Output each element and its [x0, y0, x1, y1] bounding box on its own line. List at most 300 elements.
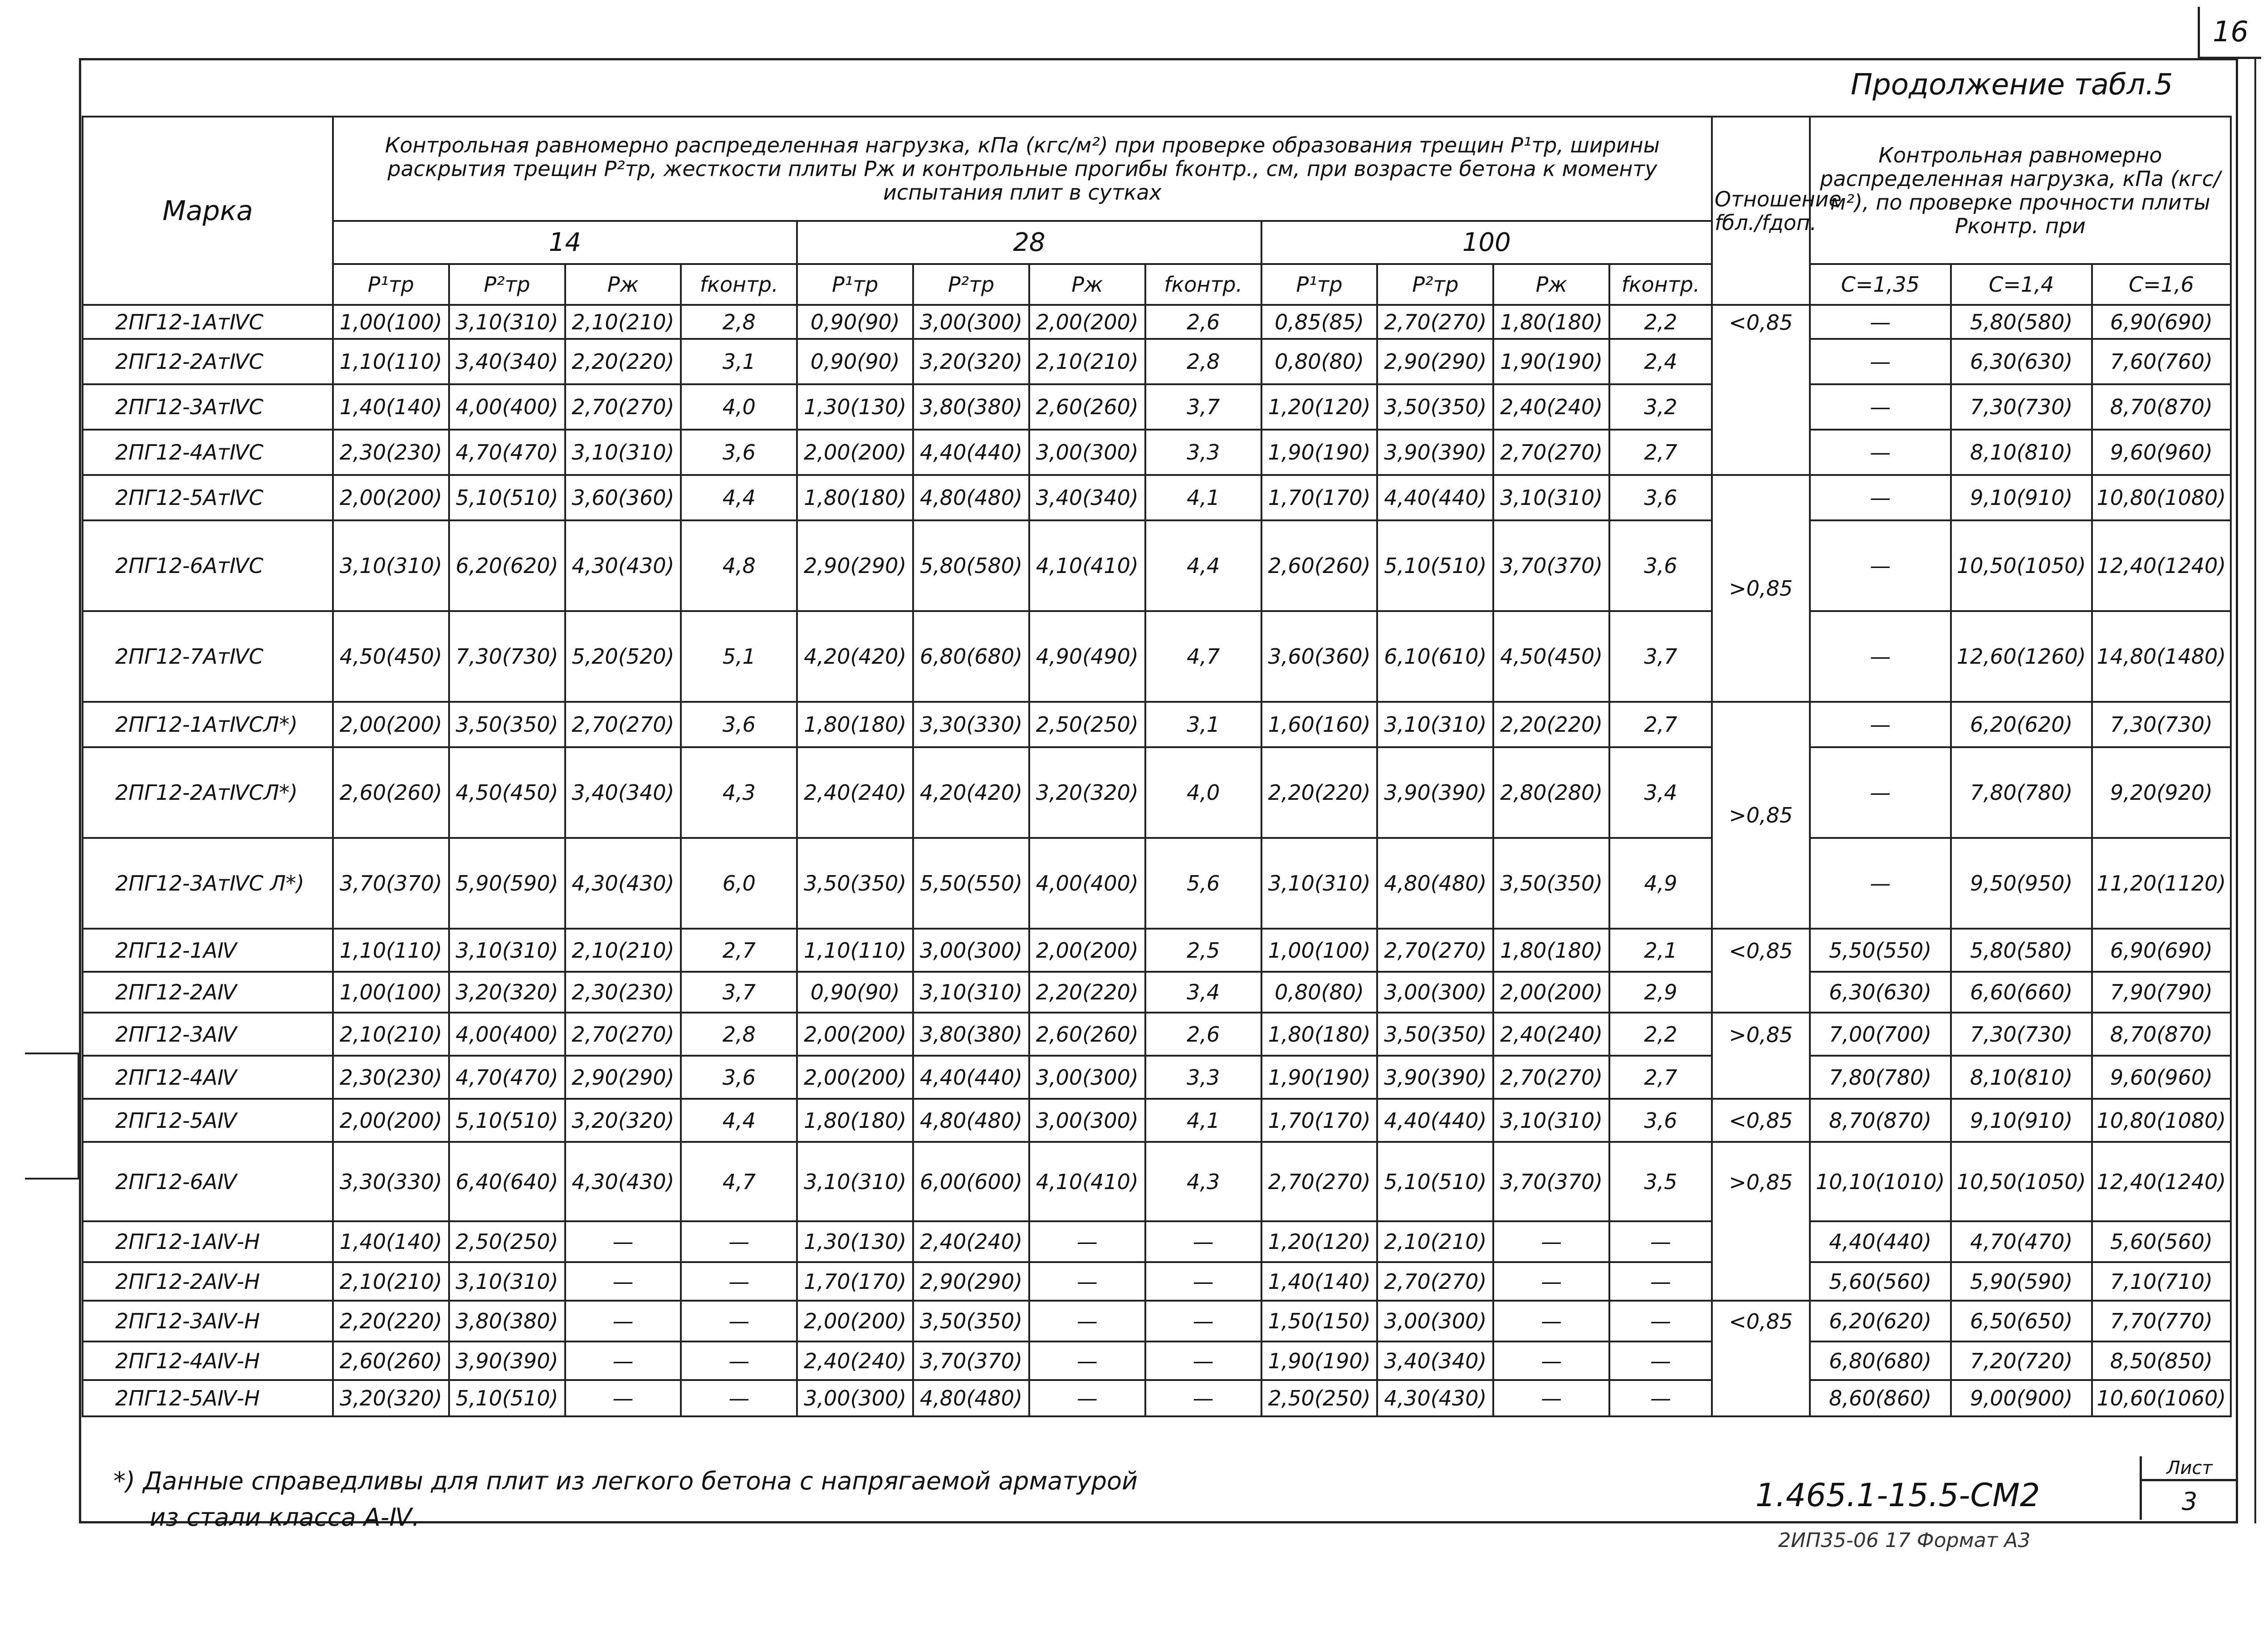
value-cell: 2,70(270)	[565, 702, 681, 747]
strength-cell: 14,80(1480)	[2092, 611, 2231, 702]
value-cell: 3,40(340)	[1377, 1341, 1493, 1380]
strength-cell: 6,30(630)	[1951, 339, 2092, 384]
strength-cell: —	[1810, 305, 1951, 339]
value-cell: 1,00(100)	[333, 305, 449, 339]
value-cell: 3,5	[1609, 1142, 1712, 1221]
table-row	[83, 838, 2231, 929]
value-cell: 6,40(640)	[449, 1142, 565, 1221]
table-row	[83, 611, 2231, 702]
strength-cell: 11,20(1120)	[2092, 838, 2231, 929]
value-cell: 3,10(310)	[1377, 702, 1493, 747]
value-cell: —	[1609, 1380, 1712, 1416]
value-cell: 2,40(240)	[913, 1221, 1029, 1262]
value-cell: 2,00(200)	[1029, 929, 1145, 972]
value-cell: 2,00(200)	[333, 702, 449, 747]
value-cell: 2,20(220)	[1029, 972, 1145, 1013]
table-row	[83, 520, 2231, 611]
strength-cell: 9,60(960)	[2092, 1056, 2231, 1099]
strength-cell: —	[1810, 747, 1951, 838]
value-cell: 1,10(110)	[333, 929, 449, 972]
strength-cell: —	[1810, 702, 1951, 747]
strength-cell: 7,80(780)	[1951, 747, 2092, 838]
value-cell: —	[1609, 1341, 1712, 1380]
strength-cell: —	[1810, 838, 1951, 929]
strength-cell: —	[1810, 384, 1951, 430]
table-row	[83, 1262, 2231, 1301]
value-cell: 3,80(380)	[913, 384, 1029, 430]
value-cell: 3,10(310)	[449, 305, 565, 339]
header-pzh-28: Pж	[1029, 264, 1145, 305]
table-row	[83, 384, 2231, 430]
value-cell: 2,2	[1609, 1013, 1712, 1056]
value-cell: 2,10(210)	[1029, 339, 1145, 384]
value-cell: 3,6	[681, 430, 797, 475]
value-cell: 3,40(340)	[449, 339, 565, 384]
mark-cell: 2ПГ12-4АтⅣС	[83, 430, 333, 475]
value-cell: 2,7	[681, 929, 797, 972]
value-cell: 3,70(370)	[1493, 520, 1609, 611]
value-cell: 4,30(430)	[1377, 1380, 1493, 1416]
value-cell: 3,40(340)	[565, 747, 681, 838]
value-cell: 3,6	[681, 702, 797, 747]
strength-cell: 6,50(650)	[1951, 1301, 2092, 1341]
value-cell: 4,7	[681, 1142, 797, 1221]
value-cell: 0,80(80)	[1261, 972, 1378, 1013]
strength-cell: 8,70(870)	[2092, 384, 2231, 430]
value-cell: 1,20(120)	[1261, 384, 1378, 430]
value-cell: 3,00(300)	[1377, 1301, 1493, 1341]
value-cell: 3,1	[1145, 702, 1261, 747]
value-cell: 3,00(300)	[1029, 430, 1145, 475]
value-cell: —	[1145, 1341, 1261, 1380]
mark-cell: 2ПГ12-2АтⅣСЛ*)	[83, 747, 333, 838]
value-cell: 6,80(680)	[913, 611, 1029, 702]
value-cell: 3,50(350)	[797, 838, 913, 929]
value-cell: 2,60(260)	[1261, 520, 1378, 611]
value-cell: 6,10(610)	[1377, 611, 1493, 702]
header-f-100: fконтр.	[1609, 264, 1712, 305]
value-cell: 5,1	[681, 611, 797, 702]
strength-cell: 5,80(580)	[1951, 929, 2092, 972]
value-cell: 1,40(140)	[1261, 1262, 1378, 1301]
header-ratio: Отношение fбл./fдоп.	[1712, 117, 1810, 305]
value-cell: 4,70(470)	[449, 430, 565, 475]
ratio-cell: >0,85	[1712, 1142, 1810, 1221]
strength-cell: —	[1810, 430, 1951, 475]
strength-cell: 5,80(580)	[1951, 305, 2092, 339]
sheet-stamp-label: Лист	[2142, 1456, 2237, 1481]
value-cell: 2,70(270)	[1377, 305, 1493, 339]
value-cell: 3,20(320)	[565, 1099, 681, 1142]
value-cell: 4,30(430)	[565, 1142, 681, 1221]
value-cell: 5,50(550)	[913, 838, 1029, 929]
strength-cell: 10,80(1080)	[2092, 1099, 2231, 1142]
value-cell: 4,40(440)	[1377, 475, 1493, 520]
value-cell: —	[1029, 1380, 1145, 1416]
value-cell: 2,10(210)	[565, 929, 681, 972]
value-cell: 3,50(350)	[1377, 384, 1493, 430]
strength-cell: 9,60(960)	[2092, 430, 2231, 475]
value-cell: 4,1	[1145, 475, 1261, 520]
mark-cell: 2ПГ12-2АⅣ-Н	[83, 1262, 333, 1301]
value-cell: 3,80(380)	[913, 1013, 1029, 1056]
value-cell: 3,90(390)	[1377, 747, 1493, 838]
value-cell: 2,7	[1609, 430, 1712, 475]
table-row	[83, 339, 2231, 384]
header-p2-100: P²тр	[1377, 264, 1493, 305]
ratio-cell	[1712, 972, 1810, 1013]
value-cell: 3,00(300)	[1029, 1056, 1145, 1099]
mark-cell: 2ПГ12-4АⅣ	[83, 1056, 333, 1099]
strength-cell: 8,10(810)	[1951, 1056, 2092, 1099]
value-cell: 4,10(410)	[1029, 1142, 1145, 1221]
value-cell: 4,3	[681, 747, 797, 838]
value-cell: 2,9	[1609, 972, 1712, 1013]
value-cell: 2,10(210)	[333, 1013, 449, 1056]
value-cell: 3,50(350)	[913, 1301, 1029, 1341]
strength-cell: —	[1810, 611, 1951, 702]
value-cell: 1,70(170)	[1261, 475, 1378, 520]
mark-cell: 2ПГ12-6АⅣ	[83, 1142, 333, 1221]
strength-cell: —	[1810, 520, 1951, 611]
header-main-group: Контрольная равномерно распределенная нагрузка, кПа (кгс/м²) при проверке образования трещин P¹тр, ширины раскрытия трещин P²тр, жесткости плиты Pж и контрольные прогибы fконтр., см, при возрасте бетона к моменту испытания плит в сутках	[333, 117, 1712, 221]
value-cell: 3,30(330)	[913, 702, 1029, 747]
value-cell: 4,20(420)	[797, 611, 913, 702]
value-cell: 3,10(310)	[565, 430, 681, 475]
value-cell: 6,20(620)	[449, 520, 565, 611]
value-cell: 3,50(350)	[1377, 1013, 1493, 1056]
value-cell: 3,90(390)	[1377, 430, 1493, 475]
header-c-14: C=1,4	[1951, 264, 2092, 305]
table-row	[83, 702, 2231, 747]
value-cell: 3,30(330)	[333, 1142, 449, 1221]
value-cell: 1,50(150)	[1261, 1301, 1378, 1341]
header-p1-14: P¹тр	[333, 264, 449, 305]
strength-cell: 8,50(850)	[2092, 1341, 2231, 1380]
value-cell: 4,00(400)	[1029, 838, 1145, 929]
left-margin-stamp	[25, 1053, 79, 1180]
mark-cell: 2ПГ12-6АтⅣС	[83, 520, 333, 611]
mark-cell: 2ПГ12-2АтⅣС	[83, 339, 333, 384]
header-p2-14: P²тр	[449, 264, 565, 305]
strength-cell: 7,80(780)	[1810, 1056, 1951, 1099]
value-cell: 3,40(340)	[1029, 475, 1145, 520]
mark-cell: 2ПГ12-5АтⅣС	[83, 475, 333, 520]
value-cell: 3,3	[1145, 1056, 1261, 1099]
value-cell: 5,20(520)	[565, 611, 681, 702]
value-cell: 4,80(480)	[913, 475, 1029, 520]
ratio-cell: <0,85	[1712, 1301, 1810, 1341]
value-cell: 3,00(300)	[1377, 972, 1493, 1013]
value-cell: —	[681, 1262, 797, 1301]
strength-cell: 9,10(910)	[1951, 475, 2092, 520]
value-cell: 3,4	[1145, 972, 1261, 1013]
value-cell: 2,60(260)	[333, 1341, 449, 1380]
bottom-format-text: 2ИП35-06 17 Формат А3	[1778, 1529, 2031, 1552]
value-cell: 3,4	[1609, 747, 1712, 838]
value-cell: 1,80(180)	[1493, 929, 1609, 972]
value-cell: 4,50(450)	[449, 747, 565, 838]
header-age-100: 100	[1261, 221, 1712, 264]
value-cell: 5,10(510)	[1377, 1142, 1493, 1221]
value-cell: 1,70(170)	[797, 1262, 913, 1301]
strength-cell: 10,60(1060)	[2092, 1380, 2231, 1416]
value-cell: 4,10(410)	[1029, 520, 1145, 611]
value-cell: 2,20(220)	[1493, 702, 1609, 747]
value-cell: 2,10(210)	[333, 1262, 449, 1301]
header-p1-100: P¹тр	[1261, 264, 1378, 305]
strength-cell: 9,20(920)	[2092, 747, 2231, 838]
value-cell: 0,90(90)	[797, 339, 913, 384]
value-cell: 2,70(270)	[565, 1013, 681, 1056]
value-cell: 4,40(440)	[913, 430, 1029, 475]
strength-cell: 12,60(1260)	[1951, 611, 2092, 702]
value-cell: 2,00(200)	[1493, 972, 1609, 1013]
header-f-14: fконтр.	[681, 264, 797, 305]
value-cell: 1,90(190)	[1261, 430, 1378, 475]
value-cell: 4,80(480)	[913, 1380, 1029, 1416]
value-cell: 3,20(320)	[1029, 747, 1145, 838]
strength-cell: 7,90(790)	[2092, 972, 2231, 1013]
value-cell: 4,0	[681, 384, 797, 430]
strength-cell: 7,30(730)	[2092, 702, 2231, 747]
mark-cell: 2ПГ12-1АтⅣС	[83, 305, 333, 339]
strength-cell: 8,60(860)	[1810, 1380, 1951, 1416]
mark-cell: 2ПГ12-3АтⅣС	[83, 384, 333, 430]
value-cell: —	[565, 1221, 681, 1262]
value-cell: 1,20(120)	[1261, 1221, 1378, 1262]
value-cell: 1,60(160)	[1261, 702, 1378, 747]
value-cell: 2,70(270)	[1493, 430, 1609, 475]
document-code: 1.465.1-15.5-СМ2	[1755, 1477, 2040, 1514]
value-cell: 2,80(280)	[1493, 747, 1609, 838]
header-p2-28: P²тр	[913, 264, 1029, 305]
value-cell: 2,70(270)	[1377, 1262, 1493, 1301]
table-row	[83, 305, 2231, 339]
strength-cell: 6,90(690)	[2092, 929, 2231, 972]
right-margin-rule	[2238, 58, 2256, 1523]
value-cell: 3,00(300)	[1029, 1099, 1145, 1142]
value-cell: 0,85(85)	[1261, 305, 1378, 339]
value-cell: 1,80(180)	[797, 475, 913, 520]
mark-cell: 2ПГ12-3АⅣ-Н	[83, 1301, 333, 1341]
value-cell: 2,40(240)	[1493, 384, 1609, 430]
value-cell: 4,30(430)	[565, 520, 681, 611]
ratio-cell: <0,85	[1712, 929, 1810, 972]
value-cell: 2,90(290)	[565, 1056, 681, 1099]
value-cell: 0,90(90)	[797, 305, 913, 339]
value-cell: 2,30(230)	[333, 1056, 449, 1099]
value-cell: 2,2	[1609, 305, 1712, 339]
value-cell: 4,8	[681, 520, 797, 611]
value-cell: 4,7	[1145, 611, 1261, 702]
value-cell: 1,40(140)	[333, 384, 449, 430]
strength-cell: 9,10(910)	[1951, 1099, 2092, 1142]
continuation-title: Продолжение табл.5	[1851, 68, 2173, 102]
strength-cell: 7,10(710)	[2092, 1262, 2231, 1301]
value-cell: 2,50(250)	[1029, 702, 1145, 747]
value-cell: 4,80(480)	[913, 1099, 1029, 1142]
value-cell: —	[681, 1301, 797, 1341]
value-cell: 3,10(310)	[913, 972, 1029, 1013]
mark-cell: 2ПГ12-2АⅣ	[83, 972, 333, 1013]
value-cell: 3,6	[1609, 520, 1712, 611]
value-cell: 6,00(600)	[913, 1142, 1029, 1221]
strength-cell: 6,80(680)	[1810, 1341, 1951, 1380]
strength-cell: 8,70(870)	[1810, 1099, 1951, 1142]
value-cell: 3,00(300)	[913, 305, 1029, 339]
value-cell: 5,6	[1145, 838, 1261, 929]
value-cell: 1,80(180)	[797, 1099, 913, 1142]
footnote	[113, 1463, 1138, 1536]
value-cell: —	[565, 1301, 681, 1341]
value-cell: 1,80(180)	[797, 702, 913, 747]
strength-cell: 12,40(1240)	[2092, 1142, 2231, 1221]
ratio-cell: >0,85	[1712, 702, 1810, 929]
value-cell: 2,70(270)	[1493, 1056, 1609, 1099]
value-cell: 2,30(230)	[333, 430, 449, 475]
value-cell: —	[1609, 1301, 1712, 1341]
value-cell: 2,00(200)	[797, 1301, 913, 1341]
value-cell: 2,50(250)	[449, 1221, 565, 1262]
value-cell: 2,10(210)	[565, 305, 681, 339]
value-cell: 3,50(350)	[449, 702, 565, 747]
loads-table	[82, 116, 2232, 1417]
value-cell: 2,40(240)	[797, 1341, 913, 1380]
value-cell: —	[1145, 1301, 1261, 1341]
value-cell: 4,1	[1145, 1099, 1261, 1142]
strength-cell: 7,70(770)	[2092, 1301, 2231, 1341]
value-cell: 3,2	[1609, 384, 1712, 430]
mark-cell: 2ПГ12-1АтⅣСЛ*)	[83, 702, 333, 747]
value-cell: 3,10(310)	[333, 520, 449, 611]
value-cell: 3,90(390)	[1377, 1056, 1493, 1099]
value-cell: 1,90(190)	[1261, 1341, 1378, 1380]
value-cell: 2,90(290)	[913, 1262, 1029, 1301]
strength-cell: —	[1810, 475, 1951, 520]
value-cell: 4,00(400)	[449, 384, 565, 430]
table-row	[83, 1056, 2231, 1099]
value-cell: 1,00(100)	[1261, 929, 1378, 972]
value-cell: 1,00(100)	[333, 972, 449, 1013]
value-cell: 1,40(140)	[333, 1221, 449, 1262]
value-cell: 4,20(420)	[913, 747, 1029, 838]
value-cell: 2,60(260)	[1029, 384, 1145, 430]
ratio-cell	[1712, 1056, 1810, 1099]
strength-cell: 7,00(700)	[1810, 1013, 1951, 1056]
value-cell: 1,30(130)	[797, 1221, 913, 1262]
value-cell: 2,40(240)	[1493, 1013, 1609, 1056]
value-cell: —	[1145, 1380, 1261, 1416]
value-cell: 1,70(170)	[1261, 1099, 1378, 1142]
value-cell: 2,20(220)	[333, 1301, 449, 1341]
value-cell: 4,30(430)	[565, 838, 681, 929]
value-cell: 2,00(200)	[797, 430, 913, 475]
mark-cell: 2ПГ12-5АⅣ-Н	[83, 1380, 333, 1416]
value-cell: 2,90(290)	[1377, 339, 1493, 384]
value-cell: 4,00(400)	[449, 1013, 565, 1056]
value-cell: 4,3	[1145, 1142, 1261, 1221]
table-row	[83, 747, 2231, 838]
value-cell: 2,8	[681, 1013, 797, 1056]
value-cell: 2,90(290)	[797, 520, 913, 611]
value-cell: 4,9	[1609, 838, 1712, 929]
value-cell: 3,6	[1609, 475, 1712, 520]
header-age-28: 28	[797, 221, 1261, 264]
value-cell: 2,40(240)	[797, 747, 913, 838]
value-cell: 2,60(260)	[333, 747, 449, 838]
strength-cell: 7,30(730)	[1951, 1013, 2092, 1056]
value-cell: 3,20(320)	[449, 972, 565, 1013]
value-cell: 2,10(210)	[1377, 1221, 1493, 1262]
strength-cell: 10,10(1010)	[1810, 1142, 1951, 1221]
value-cell: 0,90(90)	[797, 972, 913, 1013]
value-cell: 3,10(310)	[1261, 838, 1378, 929]
value-cell: 2,60(260)	[1029, 1013, 1145, 1056]
value-cell: 2,7	[1609, 1056, 1712, 1099]
table-row	[83, 1013, 2231, 1056]
value-cell: —	[1145, 1262, 1261, 1301]
sheet-stamp	[2140, 1456, 2237, 1520]
value-cell: —	[565, 1262, 681, 1301]
value-cell: 6,0	[681, 838, 797, 929]
value-cell: —	[1609, 1221, 1712, 1262]
value-cell: 3,80(380)	[449, 1301, 565, 1341]
mark-cell: 2ПГ12-7АтⅣС	[83, 611, 333, 702]
strength-cell: 5,90(590)	[1951, 1262, 2092, 1301]
value-cell: 2,50(250)	[1261, 1380, 1378, 1416]
value-cell: 3,70(370)	[1493, 1142, 1609, 1221]
ratio-cell	[1712, 1221, 1810, 1301]
strength-cell: 6,20(620)	[1810, 1301, 1951, 1341]
value-cell: 3,10(310)	[1493, 1099, 1609, 1142]
value-cell: 3,60(360)	[1261, 611, 1378, 702]
strength-cell: 5,60(560)	[2092, 1221, 2231, 1262]
value-cell: —	[1145, 1221, 1261, 1262]
header-pzh-100: Pж	[1493, 264, 1609, 305]
value-cell: 5,10(510)	[449, 475, 565, 520]
value-cell: —	[565, 1341, 681, 1380]
value-cell: —	[681, 1221, 797, 1262]
strength-cell: 7,30(730)	[1951, 384, 2092, 430]
value-cell: 5,10(510)	[1377, 520, 1493, 611]
ratio-cell: <0,85	[1712, 1099, 1810, 1142]
table-row	[83, 929, 2231, 972]
mark-cell: 2ПГ12-4АⅣ-Н	[83, 1341, 333, 1380]
value-cell: 2,20(220)	[565, 339, 681, 384]
value-cell: 2,20(220)	[1261, 747, 1378, 838]
header-age-14: 14	[333, 221, 797, 264]
value-cell: 3,3	[1145, 430, 1261, 475]
value-cell: 4,4	[681, 1099, 797, 1142]
value-cell: 2,70(270)	[1377, 929, 1493, 972]
value-cell: 2,70(270)	[565, 384, 681, 430]
value-cell: —	[1029, 1221, 1145, 1262]
strength-cell: 5,50(550)	[1810, 929, 1951, 972]
value-cell: 3,6	[681, 1056, 797, 1099]
value-cell: 2,00(200)	[333, 475, 449, 520]
value-cell: 3,10(310)	[449, 929, 565, 972]
value-cell: 4,4	[1145, 520, 1261, 611]
value-cell: 2,30(230)	[565, 972, 681, 1013]
value-cell: —	[1493, 1221, 1609, 1262]
value-cell: 0,80(80)	[1261, 339, 1378, 384]
value-cell: 4,4	[681, 475, 797, 520]
value-cell: 4,80(480)	[1377, 838, 1493, 929]
value-cell: 3,6	[1609, 1099, 1712, 1142]
mark-cell: 2ПГ12-1АⅣ-Н	[83, 1221, 333, 1262]
value-cell: 1,80(180)	[1493, 305, 1609, 339]
